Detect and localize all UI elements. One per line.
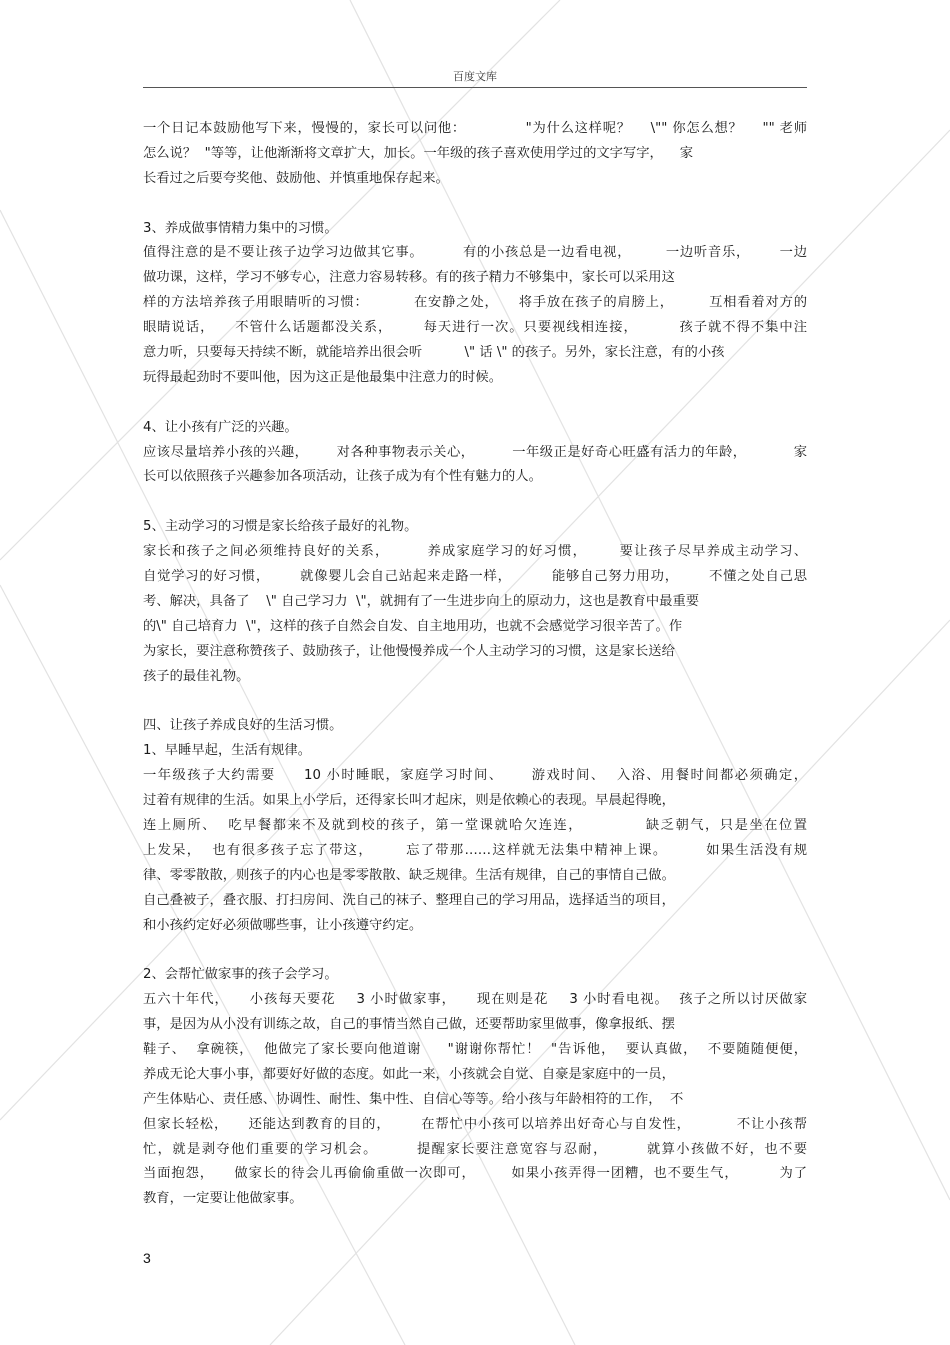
text-line: 连上厕所、 吃早餐都来不及就到校的孩子，第一堂课就哈欠连连， 缺乏朝气，只是坐在位置 xyxy=(143,817,807,833)
text-line: 上发呆， 也有很多孩子忘了带这， 忘了带那……这样就无法集中精神上课。 如果生活没有规 xyxy=(143,842,807,858)
document-body xyxy=(143,117,807,1212)
text-line: 家长和孩子之间必须维持良好的关系， 养成家庭学习的好习惯， 要让孩子尽早养成主动学习、 xyxy=(143,544,807,560)
text-line: 自己叠被子，叠衣服、打扫房间、洗自己的袜子、整理自己的学习用品，选择适当的项目， xyxy=(143,892,675,908)
text-line: 考、解决，具备了 \" 自己学习力 \"，就拥有了一生进步向上的原动力，这也是教育中最重要 xyxy=(143,593,700,609)
text-line: 孩子的最佳礼物。 xyxy=(143,668,250,684)
paragraph-spacer xyxy=(143,391,807,416)
text-line: 样的方法培养孩子用眼睛听的习惯： 在安静之处， 将手放在孩子的肩膀上， 互相看着对方的 xyxy=(143,295,807,311)
page-number: 3 xyxy=(143,1250,151,1266)
text-line: 和小孩约定好必须做哪些事，让小孩遵守约定。 xyxy=(143,917,423,933)
text-line: 3、养成做事情精力集中的习惯。 xyxy=(143,220,338,236)
text-line: 1、早睡早起，生活有规律。 xyxy=(143,743,312,759)
text-line: 四、让孩子养成良好的生活习惯。 xyxy=(143,718,343,734)
text-line: 律、零零散散，则孩子的内心也是零零散散、缺乏规律。生活有规律，自己的事情自己做。 xyxy=(143,867,675,883)
paragraph xyxy=(143,714,807,938)
text-line: 5、主动学习的习惯是家长给孩子最好的礼物。 xyxy=(143,519,418,535)
paragraph-spacer xyxy=(143,192,807,217)
text-line: 鞋子、 拿碗筷， 他做完了家长要向他道谢 "谢谢你帮忙！ "告诉他， 要认真做， 不要随随便便， xyxy=(143,1041,807,1057)
paragraph-spacer xyxy=(143,938,807,963)
paragraph xyxy=(143,416,807,491)
text-line: 的\" 自己培育力 \"，这样的孩子自然会自发、自主地用功，也就不会感觉学习很辛苦了。作 xyxy=(143,618,683,634)
text-line: 教育，一定要让他做家事。 xyxy=(143,1191,303,1207)
text-line: 一年级孩子大约需要 10 小时睡眠，家庭学习时间、 游戏时间、 入浴、用餐时间都必须确定， xyxy=(143,768,807,784)
text-line: 2、会帮忙做家事的孩子会学习。 xyxy=(143,967,338,983)
text-line: 过着有规律的生活。如果上小学后，还得家长叫才起床，则是依赖心的表现。早晨起得晚， xyxy=(143,793,675,809)
text-line: 但家长轻松， 还能达到教育的目的， 在帮忙中小孩可以培养出好奇心与自发性， 不让小孩帮 xyxy=(143,1116,807,1132)
paragraph-spacer xyxy=(143,490,807,515)
paragraph xyxy=(143,963,807,1212)
text-line: 当面抱怨， 做家长的待会儿再偷偷重做一次即可， 如果小孩弄得一团糟，也不要生气， 为了 xyxy=(143,1166,807,1182)
text-line: 为家长，要注意称赞孩子、鼓励孩子，让他慢慢养成一个人主动学习的习惯，这是家长送给 xyxy=(143,643,675,659)
text-line: 长看过之后要夸奖他、鼓励他、并慎重地保存起来。 xyxy=(143,170,449,186)
text-line: 值得注意的是不要让孩子边学习边做其它事。 有的小孩总是一边看电视， 一边听音乐， 一边 xyxy=(143,245,807,261)
text-line: 4、让小孩有广泛的兴趣。 xyxy=(143,419,298,435)
text-line: 养成无论大事小事，都要好好做的态度。如此一来，小孩就会自觉、自豪是家庭中的一员， xyxy=(143,1066,675,1082)
text-line: 事，是因为从小没有训练之故，自己的事情当然自己做，还要帮助家里做事，像拿报纸、摆 xyxy=(143,1017,675,1033)
paragraph xyxy=(143,117,807,192)
header-divider xyxy=(143,87,807,88)
header-title: 百度文库 xyxy=(453,70,497,83)
text-line: 应该尽量培养小孩的兴趣， 对各种事物表示关心， 一年级正是好奇心旺盛有活力的年龄， 家 xyxy=(143,444,807,460)
text-line: 意力听，只要每天持续不断，就能培养出很会听 \" 话 \" 的孩子。另外，家长注意，有的小孩 xyxy=(143,345,725,361)
text-line: 做功课，这样，学习不够专心，注意力容易转移。有的孩子精力不够集中，家长可以采用这 xyxy=(143,270,675,286)
paragraph-spacer xyxy=(143,689,807,714)
text-line: 眼睛说话， 不管什么话题都没关系， 每天进行一次。只要视线相连接， 孩子就不得不集中注 xyxy=(143,320,807,336)
text-line: 怎么说？ "等等，让他渐渐将文章扩大，加长。一年级的孩子喜欢使用学过的文字写字， 家 xyxy=(143,145,694,161)
paragraph xyxy=(143,217,807,391)
paragraph xyxy=(143,515,807,689)
text-line: 长可以依照孩子兴趣参加各项活动，让孩子成为有个性有魅力的人。 xyxy=(143,469,542,485)
text-line: 产生体贴心、责任感、协调性、耐性、集中性、自信心等等。给小孩与年龄相符的工作， 不 xyxy=(143,1091,684,1107)
text-line: 自觉学习的好习惯， 就像婴儿会自己站起来走路一样， 能够自己努力用功， 不懂之处自己思 xyxy=(143,569,807,585)
text-line: 玩得最起劲时不要叫他，因为这正是他最集中注意力的时候。 xyxy=(143,369,503,385)
text-line: 五六十年代， 小孩每天要花 3 小时做家事， 现在则是花 3 小时看电视。 孩子之所以讨厌做家 xyxy=(143,992,807,1008)
text-line: 一个日记本鼓励他写下来，慢慢的，家长可以问他： "为什么这样呢？ \"" 你怎么想？ "" 老师 xyxy=(143,121,807,136)
text-line: 忙，就是剥夺他们重要的学习机会。 提醒家长要注意宽容与忍耐， 就算小孩做不好，也不要 xyxy=(143,1141,807,1157)
